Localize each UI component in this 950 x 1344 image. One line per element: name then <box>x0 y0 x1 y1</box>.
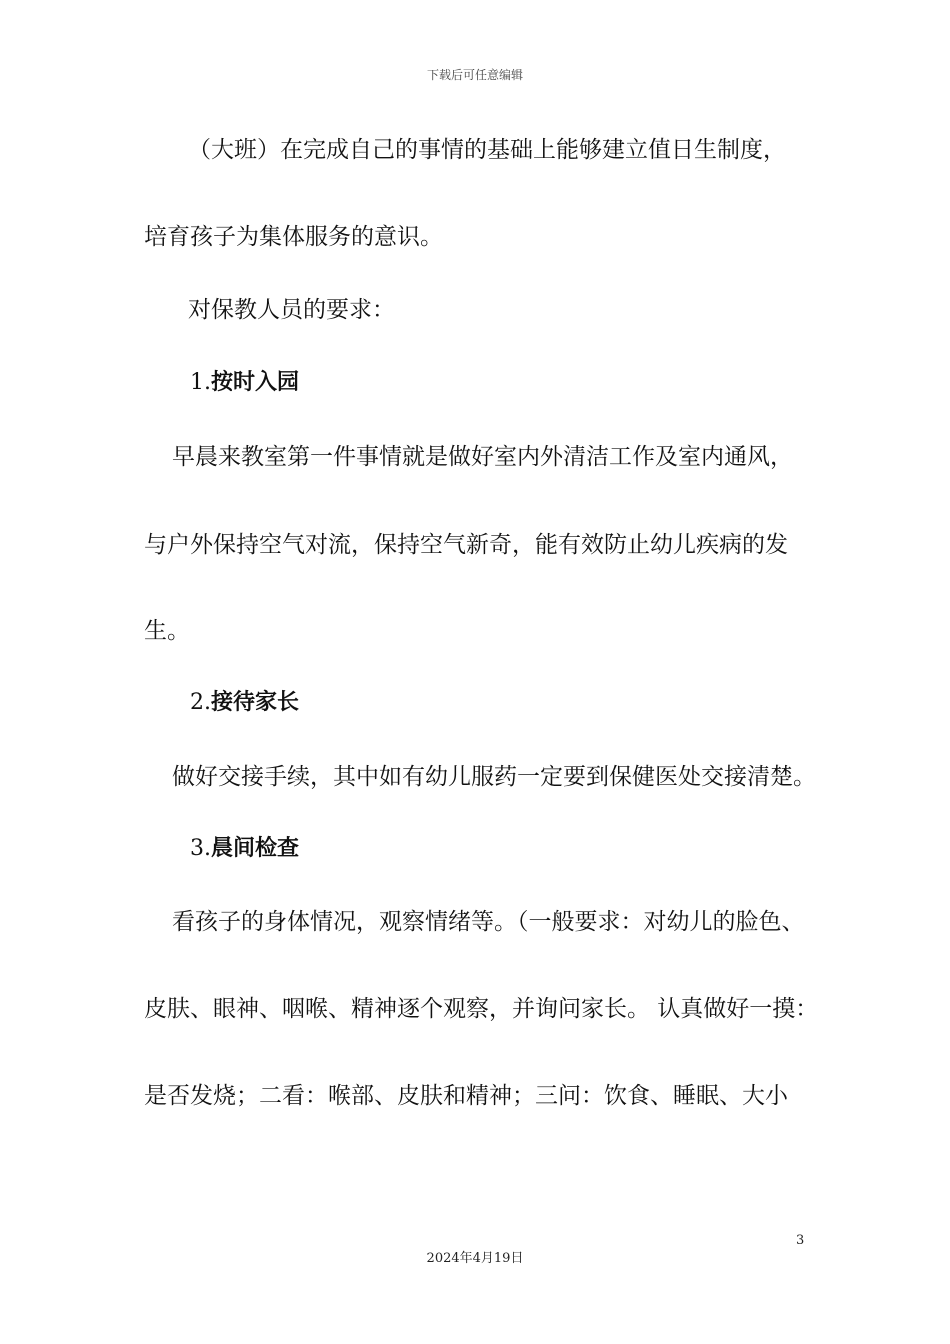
paragraph-line: （大班）在完成自己的事情的基础上能够建立值日生制度， <box>188 137 786 163</box>
page-header: 下载后可任意编辑 <box>426 68 523 82</box>
paragraph-line: 与户外保持空气对流，保持空气新奇，能有效防止幼儿疾病的发 <box>144 532 788 558</box>
section-title: 晨间检查 <box>211 836 300 861</box>
section-number: 1. <box>190 370 211 395</box>
paragraph-line: 看孩子的身体情况，观察情绪等。（一般要求：对幼儿的脸色、 <box>172 909 805 935</box>
page-footer-date: 2024年4月19日 <box>426 1251 524 1266</box>
paragraph-line: 是否发烧；二看：喉部、皮肤和精神；三问：饮食、睡眠、大小 <box>144 1083 788 1109</box>
section-heading-3 <box>190 834 299 864</box>
section-heading-1 <box>190 368 299 398</box>
paragraph-line: 培育孩子为集体服务的意识。 <box>144 224 443 250</box>
paragraph-line: 生。 <box>144 618 190 644</box>
section-title: 按时入园 <box>211 370 300 395</box>
section-title: 接待家长 <box>211 690 300 715</box>
paragraph-line: 皮肤、眼神、咽喉、精神逐个观察，并询问家长。 认真做好一摸： <box>144 996 819 1022</box>
requirements-intro: 对保教人员的要求： <box>188 297 395 323</box>
section-number: 2. <box>190 690 211 715</box>
section-number: 3. <box>190 836 211 861</box>
paragraph-line: 做好交接手续，其中如有幼儿服药一定要到保健医处交接清楚。 <box>172 764 816 790</box>
section-heading-2 <box>190 688 299 718</box>
paragraph-line: 早晨来教室第一件事情就是做好室内外清洁工作及室内通风， <box>172 444 793 470</box>
page-number: 3 <box>796 1233 805 1248</box>
